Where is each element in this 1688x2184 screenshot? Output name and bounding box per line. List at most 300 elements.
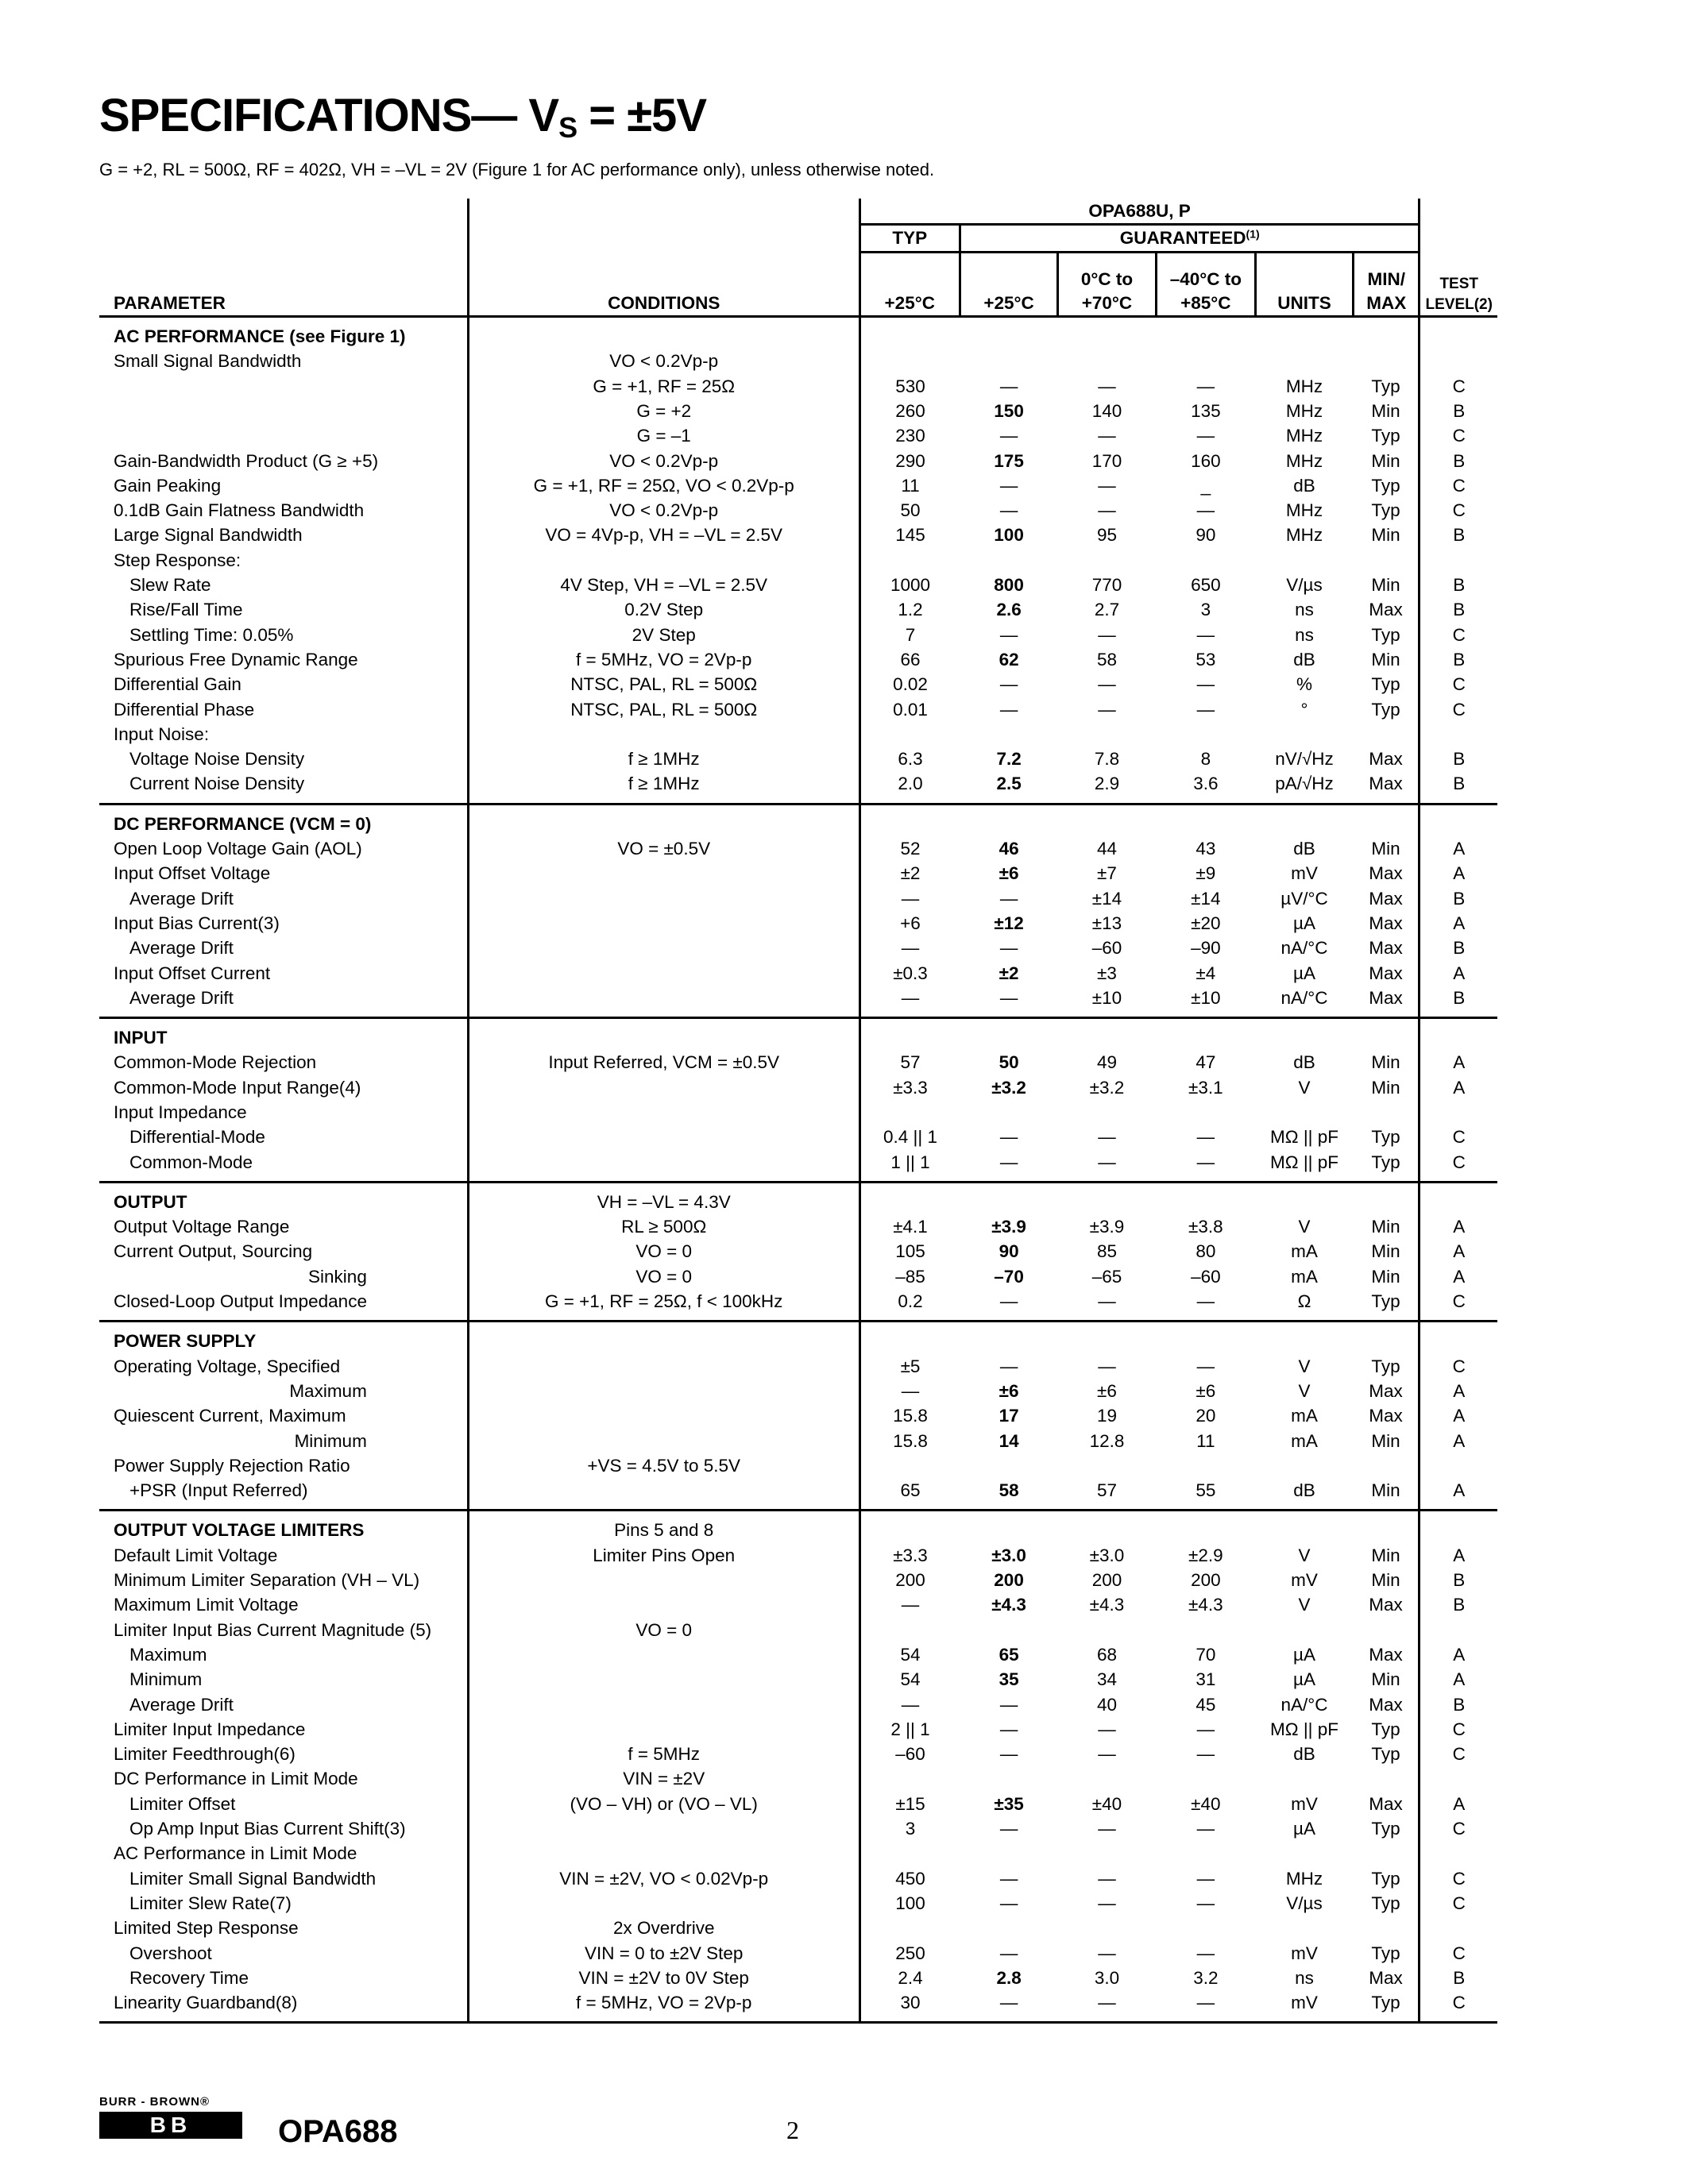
value-cell [1156,1841,1255,1866]
value-cell [1353,548,1419,573]
value-cell: B [1420,523,1497,547]
table-row [99,961,1497,986]
section-condition [468,1018,859,1051]
table-row [99,697,1497,722]
table-row [99,1239,1497,1264]
value-cell [1353,1618,1419,1642]
value-cell [1353,1841,1419,1866]
value-cell [1353,349,1419,373]
value-cell [1420,548,1497,573]
value-cell: — [1196,1719,1215,1739]
value-cell [1058,722,1156,747]
value-cell: ±3 [1097,963,1117,983]
table-row [99,1692,1497,1717]
value-cell: — [1196,699,1215,720]
parameter-cell: Differential-Mode [129,1127,265,1148]
value-cell: 100 [859,1891,960,1916]
value-cell: 66 [859,647,960,672]
parameter-cell [99,399,468,423]
value-cell: A [1420,1667,1497,1692]
value-cell: — [999,1868,1018,1889]
table-row [99,861,1497,886]
value-cell: Typ [1371,1127,1400,1148]
value-cell: A [1420,861,1497,886]
value-cell: 800 [994,575,1024,596]
table-row [99,374,1497,399]
table-row [99,1289,1497,1322]
value-cell: — [1196,426,1215,446]
value-cell [1256,1618,1354,1642]
value-cell: B [1420,449,1497,473]
condition-cell [468,1667,859,1692]
value-cell [1420,722,1497,747]
value-cell: — [1156,1150,1255,1183]
value-cell: mV [1256,1990,1354,2023]
parameter-cell: DC Performance in Limit Mode [114,1769,358,1789]
table-row [99,1717,1497,1742]
value-cell: 200 [859,1568,960,1592]
value-cell: Typ [1371,500,1400,521]
value-cell: 62 [999,649,1019,669]
value-cell: ±3.0 [1089,1545,1125,1565]
section-condition: VH = –VL = 4.3V [468,1182,859,1214]
value-cell: — [1098,1819,1116,1839]
value-cell: –70 [994,1266,1024,1287]
value-cell: % [1296,674,1313,695]
parameter-cell: Small Signal Bandwidth [114,351,302,372]
value-cell: ±6 [1196,1380,1216,1401]
value-cell: Max [1369,749,1403,770]
value-cell: Min [1371,1570,1400,1591]
table-row [99,1050,1497,1075]
value-cell: µA [1293,963,1315,983]
value-cell [859,722,960,747]
value-cell: ±14 [1191,888,1221,909]
parameter-cell: Settling Time: 0.05% [129,624,294,645]
section-title: DC PERFORMANCE (VCM = 0) [114,813,372,834]
value-cell: –65 [1091,1266,1122,1287]
value-cell: V/µs [1286,575,1323,596]
value-cell: — [1196,1893,1215,1913]
value-cell: 90 [1196,525,1216,546]
value-cell: ±4.3 [1188,1595,1223,1615]
value-cell: — [1196,624,1215,645]
value-cell: 52 [859,836,960,861]
value-cell [1058,1453,1156,1478]
value-cell: Typ [1353,1150,1419,1183]
parameter-cell: Input Bias Current(3) [114,913,280,933]
table-row [99,647,1497,672]
parameter-cell: Gain Peaking [114,475,222,496]
value-cell [960,349,1057,373]
condition-cell: 4V Step, VH = –VL = 2.5V [468,573,859,597]
condition-cell [468,1717,859,1742]
section-title: INPUT [114,1028,168,1048]
value-cell: 0.02 [859,672,960,696]
parameter-cell: Input Offset Current [114,963,271,983]
value-cell: 105 [859,1239,960,1264]
condition-cell: RL ≥ 500Ω [468,1214,859,1239]
parameter-cell: Limiter Feedthrough(6) [114,1744,295,1765]
value-cell: Max [1369,1644,1403,1665]
parameter-cell: Maximum [289,1380,367,1401]
parameter-cell: Quiescent Current, Maximum [114,1406,346,1426]
value-cell: — [999,1819,1018,1839]
value-cell: — [1098,1719,1116,1739]
value-cell: mV [1291,1570,1318,1591]
value-cell [859,1766,960,1791]
value-cell [859,1618,960,1642]
value-cell [859,548,960,573]
condition-cell [468,1841,859,1866]
condition-cell: VIN = ±2V, VO < 0.02Vp-p [468,1866,859,1891]
value-cell: nA/°C [1280,1694,1328,1715]
value-cell: 53 [1196,649,1216,669]
condition-cell [468,1692,859,1717]
value-cell: ns [1295,600,1314,620]
value-cell: 7.8 [1094,749,1120,770]
condition-cell [468,1478,859,1511]
parameter-cell: Overshoot [129,1943,212,1963]
value-cell: Typ [1371,624,1400,645]
table-row [99,573,1497,597]
value-cell: C [1420,1717,1497,1742]
value-cell: — [1098,1868,1116,1889]
parameter-cell: Limiter Slew Rate(7) [129,1893,292,1913]
condition-cell: f ≥ 1MHz [468,771,859,804]
value-cell [1256,1453,1354,1478]
value-cell: 2 || 1 [859,1717,960,1742]
value-cell: Min [1371,575,1400,596]
value-cell [1058,1100,1156,1125]
table-row [99,1403,1497,1428]
value-cell: — [960,1289,1057,1322]
parameter-cell: Gain-Bandwidth Product (G ≥ +5) [114,450,379,471]
value-cell: –60 [859,1742,960,1766]
parameter-cell: Op Amp Input Bias Current Shift(3) [129,1819,406,1839]
table-row [99,473,1497,498]
value-cell: A [1420,1642,1497,1667]
value-cell [1058,1841,1156,1866]
value-cell: B [1420,647,1497,672]
value-cell: B [1420,1692,1497,1717]
value-cell: C [1420,1891,1497,1916]
value-cell: 0.01 [859,697,960,722]
value-cell: 0.2 [859,1289,960,1322]
condition-cell [468,1100,859,1125]
value-cell: A [1420,836,1497,861]
value-cell: 50 [859,498,960,523]
value-cell: 135 [1191,400,1221,421]
value-cell: ±20 [1191,913,1221,933]
value-cell: Min [1371,1430,1400,1451]
condition-cell: G = +1, RF = 25Ω [468,374,859,399]
condition-cell: VO < 0.2Vp-p [468,498,859,523]
value-cell: 770 [1091,575,1122,596]
value-cell: Max [1369,938,1403,959]
value-cell: ±0.3 [859,961,960,986]
value-cell [1156,722,1255,747]
value-cell: — [1196,1744,1215,1765]
value-cell: 0.4 || 1 [859,1125,960,1149]
value-cell: mA [1291,1266,1318,1287]
condition-cell [468,1891,859,1916]
value-cell: MHz [1285,500,1323,521]
value-cell [1058,1766,1156,1791]
condition-cell: VO = 4Vp-p, VH = –VL = 2.5V [468,523,859,547]
value-cell: — [1058,1289,1156,1322]
value-cell: — [1196,1127,1215,1148]
value-cell: 90 [999,1241,1019,1262]
value-cell: mA [1291,1406,1318,1426]
value-cell: Min [1371,1669,1400,1690]
value-cell: ±40 [1091,1793,1122,1814]
value-cell: ±3.9 [1089,1217,1125,1237]
value-cell: — [960,986,1057,1018]
table-row [99,1592,1497,1617]
condition-cell: Limiter Pins Open [468,1543,859,1568]
value-cell: C [1420,498,1497,523]
value-cell: Min [1371,1545,1400,1565]
value-cell: 3.6 [1156,771,1255,804]
value-cell: — [1058,1150,1156,1183]
value-cell: 2.6 [996,600,1022,620]
value-cell [960,722,1057,747]
condition-cell: VO = 0 [468,1618,859,1642]
value-cell: µV/°C [1280,888,1328,909]
value-cell: 40 [1096,1694,1117,1715]
value-cell [960,548,1057,573]
value-cell: 58 [960,1478,1057,1511]
table-row [99,623,1497,647]
burr-brown-logo: BURR - BROWN® BB [99,2095,242,2139]
condition-cell: G = +1, RF = 25Ω, f < 100kHz [468,1289,859,1322]
parameter-cell: Common-Mode [99,1150,468,1183]
section-header [99,1182,1497,1214]
value-cell: ±6 [1097,1380,1117,1401]
value-cell: ±7 [1097,863,1117,884]
value-cell: 54 [859,1667,960,1692]
condition-cell: Input Referred, VCM = ±0.5V [468,1050,859,1075]
value-cell: dB [1293,649,1315,669]
value-cell: 3.2 [1193,1967,1219,1988]
value-cell [960,1841,1057,1866]
value-cell: Min [1371,1077,1400,1098]
value-cell: MHz [1285,376,1323,396]
value-cell: Min [1353,1478,1419,1511]
value-cell: — [1196,376,1215,396]
table-row [99,1966,1497,1990]
value-cell: Max [1369,1380,1403,1401]
section-condition: Pins 5 and 8 [468,1511,859,1543]
value-cell: 46 [999,839,1019,859]
value-cell [1156,1618,1255,1642]
value-cell: — [960,1150,1057,1183]
condition-cell [468,1403,859,1428]
value-cell: ±2.9 [1188,1545,1223,1565]
table-row [99,1125,1497,1149]
value-cell: Typ [1371,475,1400,496]
value-cell: 2.5 [960,771,1057,804]
value-cell [1420,1916,1497,1940]
value-cell: 49 [1096,1052,1117,1073]
table-row [99,1429,1497,1453]
table-row [99,1543,1497,1568]
value-cell [1420,1453,1497,1478]
condition-cell: VO = 0 [468,1239,859,1264]
value-cell [1256,548,1354,573]
table-row [99,771,1497,804]
value-cell: Min [1371,525,1400,546]
value-cell: A [1420,1478,1497,1511]
spec-table: OPA688U, P TEST LEVEL(2) TYP GUARANTEED$^{(1)}$ PARAMETER CONDITIONS +25°C +25°C 0°C to +70°C –40°C to +85°C UNITS MIN/ MAX AC PERFORMANCE (see Figure 1) Small Signal Bandwidth VO < 0.2Vp-p G = +1, RF = 25Ω 530 — — — MHz Typ C G = +2 260 150 140 135 MHz Min B G = –1 230 — — — MHz Typ C Gain-Bandwidth Product (G ≥ +5) VO < 0.2Vp-p 290 175 170 160 MHz Min B Gain Peaking G = +1, RF = 25Ω, VO < 0.2Vp-p 11 — — _ dB Typ C 0.1dB Gain Flatness Bandwidth VO < 0.2Vp-p 50 — — — MHz Typ C Large Signal Bandwidth VO = 4Vp-p, VH = –VL = 2.5V 145 100 95 90 MHz Min B Step Response: Slew Rate 4V Step, VH = –VL = 2.5V 1000 800 770 650 V/µs Min B Rise/Fall Time 0.2V Step 1.2 2.6 2.7 3 ns Max B Settling Time: 0.05% 2V Step 7 — — — ns Typ C Spurious Free Dynamic Range f = 5MHz, VO = 2Vp-p 66 62 58 53 dB Min B Differential Gain NTSC, PAL, RL = 500Ω 0.02 — — — % Typ C Differential Phase NTSC, PAL, RL = 500Ω 0.01 — — — ° Typ C Input Noise: Voltage Noise Density f ≥ 1MHz 6.3 7.2 7.8 8 nV/√Hz Max B Current Noise Density f ≥ 1MHz 2.0 2.5 2.9 3.6 pA/√Hz Max B DC PERFORMANCE (VCM = 0) Open Loop Voltage Gain (AOL) VO = ±0.5V 52 46 44 43 dB Min A Input Offset Voltage ±2 ±6 ±7 ±9 mV Max A Average Drift — — ±14 ±14 µV/°C Max B Input Bias Current(3) +6 ±12 ±13 ±20 µA Max A Average Drift — — –60 –90 nA/°C Max B Input Offset Current ±0.3 ±2 ±3 ±4 µA Max A Average Drift — — ±10 ±10 nA/°C Max B INPUT Common-Mode Rejection Input Referred, VCM = ±0.5V 57 50 49 47 dB Min A Common-Mode Input Range(4) ±3.3 ±3.2 ±3.2 ±3.1 V Min A Input Impedance Differential-Mode 0.4 || 1 — — — MΩ || pF Typ C Common-Mode 1 || 1 — — — MΩ || pF Typ C OUTPUT VH = –VL = 4.3V Output Voltage Range RL ≥ 500Ω ±4.1 ±3.9 ±3.9 ±3.8 V Min A Current Output, Sourcing VO = 0 105 90 85 80 mA Min A Sinking VO = 0 –85 –70 –65 –60 mA Min A Closed-Loop Output Impedance G = +1, RF = 25Ω, f < 100kHz 0.2 — — — Ω Typ C POWER SUPPLY Operating Voltage, Specified ±5 — — — V Typ C Maximum — ±6 ±6 ±6 V Max A Quiescent Current, Maximum 15.8 17 19 20 mA Max A Minimum 15.8 14 12.8 11 mA Min A Power Supply Rejection Ratio +VS = 4.5V to 5.5V +PSR (Input Referred) 65 58 57 55 dB Min A OUTPUT VOLTAGE LIMITERS Pins 5 and 8 Default Limit Voltage Limiter Pins Open ±3.3 ±3.0 ±3.0 ±2.9 V Min A Minimum Limiter Separation (VH – VL) 200 200 200 200 mV Min B Maximum Limit Voltage — ±4.3 ±4.3 ±4.3 V Max B Limiter Input Bias Current Magnitude (5) VO = 0 Maximum 54 65 68 70 µA Max A Minimum 54 35 34 31 µA Min A Average Drift — — 40 45 nA/°C Max B Limiter Input Impedance 2 || 1 — — — MΩ || pF Typ C Limiter Feedthrough(6) f = 5MHz –60 — — — dB Typ C DC Performance in Limit Mode VIN = ±2V Limiter Offset (VO – VH) or (VO – VL) ±15 ±35 ±40 ±40 mV Max A Op Amp Input Bias Current Shift(3) 3 — — — µA Typ C AC Performance in Limit Mode Limiter Small Signal Bandwidth VIN = ±2V, VO < 0.02Vp-p 450 — — — MHz Typ C Limiter Slew Rate(7) 100 — — — V/µs Typ C Limited Step Response 2x Overdrive Overshoot VIN = 0 to ±2V Step 250 — — — mV Typ C Recovery Time VIN = ±2V to 0V Step 2.4 2.8 3.0 3.2 ns Max B Linearity Guardband(8) f = 5MHz, VO = 2Vp-p 30 — — — mV Typ C [99,199,1497,2024]
value-cell: V [1298,1545,1311,1565]
table-row [99,1379,1497,1403]
value-cell: C [1420,473,1497,498]
condition-cell [468,1592,859,1617]
value-cell: 20 [1196,1406,1216,1426]
value-cell: A [1420,961,1497,986]
value-cell: — [1098,1744,1116,1765]
value-cell: MΩ || pF [1270,1719,1339,1739]
value-cell: C [1420,697,1497,722]
value-cell: dB [1293,839,1315,859]
table-row [99,1891,1497,1916]
value-cell [1058,1618,1156,1642]
table-row [99,423,1497,448]
value-cell: dB [1256,1478,1354,1511]
value-cell: 7.2 [996,749,1022,770]
condition-cell [468,1379,859,1403]
value-cell: B [1420,1966,1497,1990]
condition-cell: f = 5MHz, VO = 2Vp-p [468,647,859,672]
value-cell [1058,349,1156,373]
value-cell: — [1098,1893,1116,1913]
value-cell: C [1420,623,1497,647]
section-title: OUTPUT VOLTAGE LIMITERS [114,1520,365,1541]
value-cell: Min [1371,839,1400,859]
condition-cell [468,1642,859,1667]
parameter-cell: Slew Rate [129,575,211,596]
section-header [99,1511,1497,1543]
condition-cell [468,722,859,747]
value-cell: –90 [1191,938,1221,959]
value-cell [1256,1916,1354,1940]
value-cell: mA [1291,1241,1318,1262]
table-row [99,1792,1497,1816]
parameter-cell: Limited Step Response [114,1918,299,1939]
value-cell [1256,1766,1354,1791]
value-cell: ±3.8 [1188,1217,1223,1237]
value-cell: ±3.2 [991,1077,1026,1098]
value-cell: 250 [859,1941,960,1966]
value-cell [1256,1841,1354,1866]
value-cell: 650 [1191,575,1221,596]
value-cell: ±10 [1058,986,1156,1018]
condition-cell: 0.2V Step [468,597,859,622]
section-title: AC PERFORMANCE (see Figure 1) [114,326,406,347]
value-cell: 530 [859,374,960,399]
value-cell: MΩ || pF [1270,1127,1339,1148]
table-row [99,1568,1497,1592]
value-cell: C [1420,1866,1497,1891]
value-cell: 3 [1200,600,1211,620]
value-cell: ±12 [994,913,1024,933]
condition-cell: G = +2 [468,399,859,423]
value-cell: 200 [1191,1570,1221,1591]
parameter-cell: Operating Voltage, Specified [114,1356,341,1376]
value-cell: 50 [999,1052,1019,1073]
value-cell: 15.8 [859,1429,960,1453]
value-cell: A [1420,1379,1497,1403]
condition-cell: f ≥ 1MHz [468,747,859,771]
condition-cell: VIN = ±2V [468,1766,859,1791]
value-cell: ±14 [1091,888,1122,909]
value-cell: Max [1369,913,1403,933]
value-cell: B [1420,771,1497,804]
value-cell: Typ [1371,426,1400,446]
value-cell: 45 [1196,1694,1216,1715]
value-cell: ns [1295,624,1314,645]
value-cell: — [859,886,960,911]
part-header: OPA688U, P [859,199,1420,225]
table-row [99,936,1497,960]
value-cell: Min [1371,400,1400,421]
value-cell: 80 [1196,1241,1216,1262]
value-cell: ±3.3 [859,1543,960,1568]
value-cell: _ [1200,475,1211,496]
value-cell: — [1098,1943,1116,1963]
value-cell: 2.4 [859,1966,960,1990]
parameter-cell: Differential Gain [114,674,241,695]
value-cell: 31 [1196,1669,1216,1690]
table-row [99,1841,1497,1866]
parameter-cell: Maximum Limit Voltage [114,1595,299,1615]
value-cell: 54 [859,1642,960,1667]
value-cell: — [999,1127,1018,1148]
value-cell: ° [1300,699,1308,720]
value-cell: 3 [859,1816,960,1841]
guaranteed-header: GUARANTEED$^{(1)}$ [960,225,1420,252]
section-title: OUTPUT [114,1191,187,1212]
value-cell: — [1058,1990,1156,2023]
value-cell: A [1420,1264,1497,1289]
parameter-cell: Maximum [129,1644,207,1665]
table-row [99,1916,1497,1940]
value-cell: ±4.3 [1089,1595,1125,1615]
section-header [99,1018,1497,1051]
part-number: OPA688 [278,2114,398,2149]
table-row [99,836,1497,861]
parameter-cell: Common-Mode Input Range(4) [114,1077,361,1098]
value-cell [1256,349,1354,373]
value-cell: B [1420,597,1497,622]
value-cell: Min [1371,1241,1400,1262]
parameter-cell: Limiter Offset [129,1793,236,1814]
table-row [99,1075,1497,1100]
condition-cell [468,986,859,1018]
value-cell: MHz [1285,400,1323,421]
value-cell: 58 [1096,649,1117,669]
parameter-cell: Output Voltage Range [114,1217,290,1237]
parameter-cell: Limiter Input Bias Current Magnitude (5) [114,1619,432,1640]
value-cell: 44 [1096,839,1117,859]
value-cell [1058,548,1156,573]
table-row [99,747,1497,771]
value-cell: — [1098,426,1116,446]
value-cell: — [999,475,1018,496]
value-cell: MHz [1285,450,1323,471]
